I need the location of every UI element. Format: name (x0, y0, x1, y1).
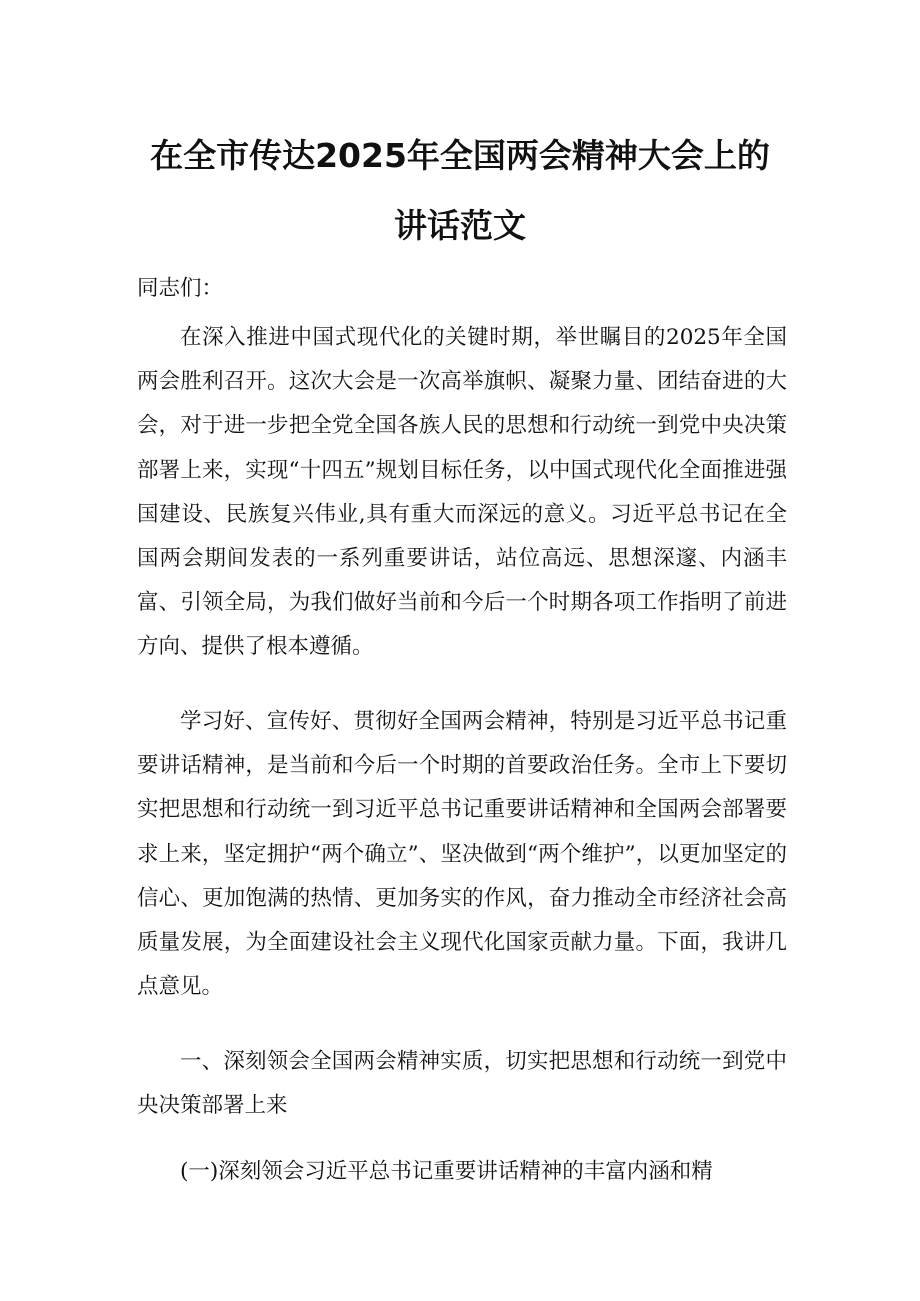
paragraph-task: 学习好、宣传好、贯彻好全国两会精神，特别是习近平总书记重要讲话精神，是当前和今后一个时期的首要政治任务。全市上下要切实把思想和行动统一到习近平总书记重要讲话精神和全国两会部署要求上来，坚定拥护“两个确立”、坚决做到“两个维护”，以更加坚定的信心、更加饱满的热情、更加务实的作风，奋力推动全市经济社会高质量发展，为全面建设社会主义现代化国家贡献力量。下面，我讲几点意见。 (137, 709, 787, 1000)
document-title-line-2: 讲话范文 (394, 206, 526, 245)
salutation: 同志们： (137, 276, 224, 301)
paragraph-intro: 在深入推进中国式现代化的关键时期，举世瞩目的2025年全国两会胜利召开。这次大会是一次高举旗帜、凝聚力量、团结奋进的大会，对于进一步把全党全国各族人民的思想和行动统一到党中央决策部署上来，实现“十四五”规划目标任务，以中国式现代化全面推进强国建设、民族复兴伟业,具有重大而深远的意义。习近平总书记在全国两会期间发表的一系列重要讲话，站位高远、思想深邃、内涵丰富、引领全局，为我们做好当前和今后一个时期各项工作指明了前进方向、提供了根本遵循。 (137, 325, 787, 660)
subsection-heading-1: (一)深刻领会习近平总书记重要讲话精神的丰富内涵和精 (180, 1159, 713, 1184)
section-heading-1: 一、深刻领会全国两会精神实质，切实把思想和行动统一到党中央决策部署上来 (137, 1049, 787, 1119)
document-title-line-1: 在全市传达2025年全国两会精神大会上的 (150, 136, 770, 175)
